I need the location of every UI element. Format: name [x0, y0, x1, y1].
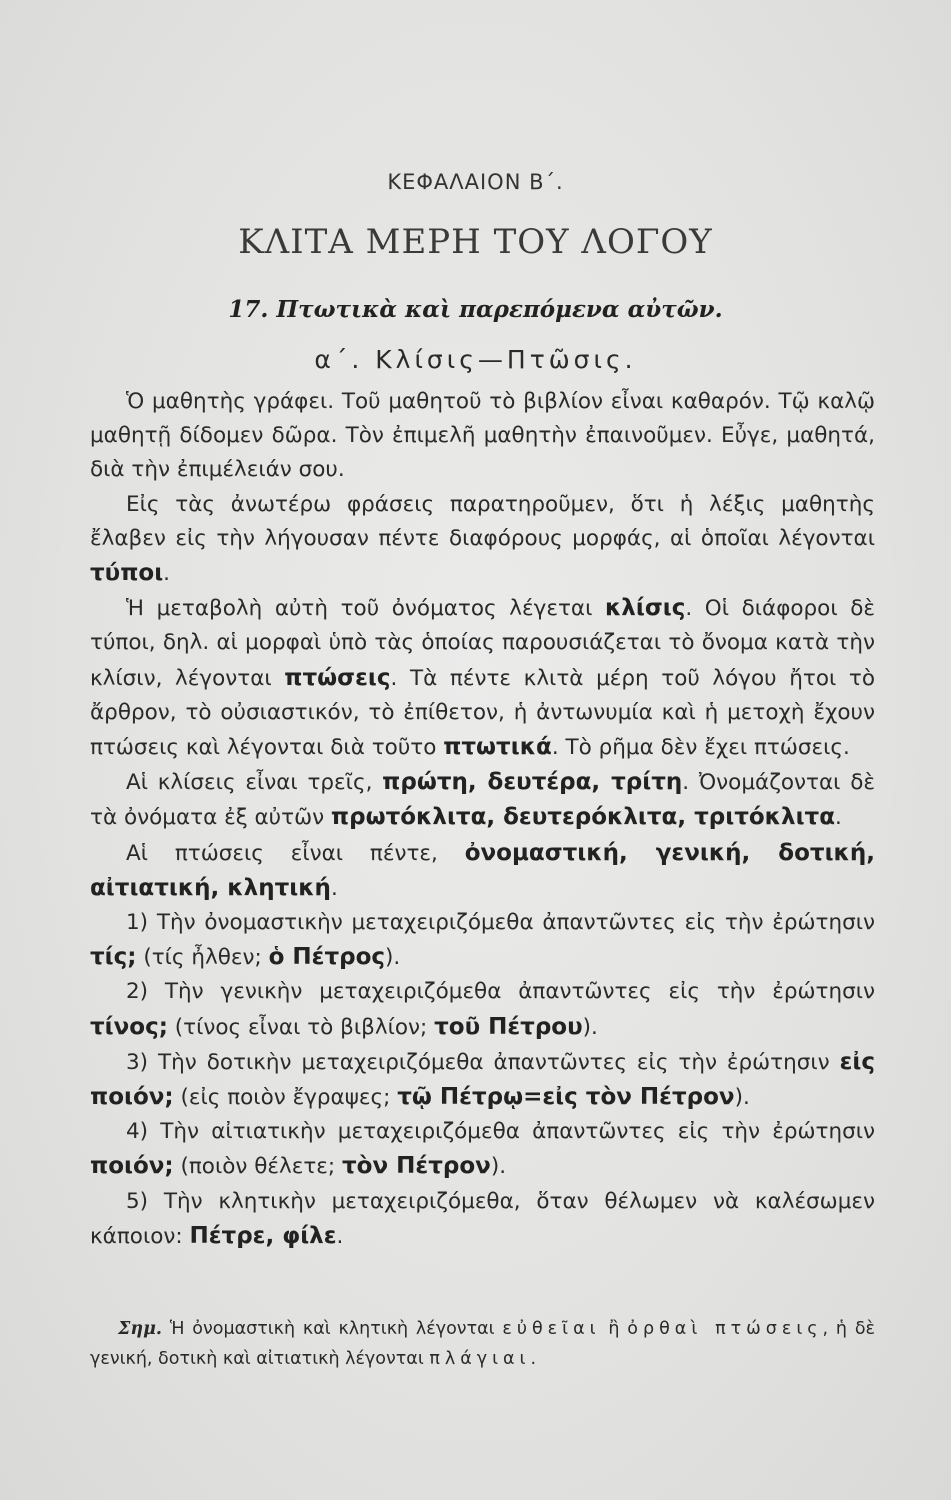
page-title: ΚΛΙΤΑ ΜΕΡΗ ΤΟΥ ΛΟΓΟΥ: [238, 222, 713, 262]
footnote-text: Σημ. Ἡ ὀνομαστικὴ καὶ κλητικὴ λέγονται εὐθεῖαι ἢ ὀρθαὶ πτώσεις, ἡ δὲ γενική, δοτικὴ καὶ αἰτιατικὴ λέγονται πλάγιαι.: [90, 1319, 876, 1369]
paragraph-declension: Ἡ μεταβολὴ αὐτὴ τοῦ ὀνόματος λέγεται κλίσις. Οἱ διάφοροι δὲ τύποι, δηλ. αἱ μορφαὶ ὑπὸ τὰς ὁποίας παρουσιάζεται τὸ ὄνομα κατὰ τὴν κλίσιν, λέγονται πτώσεις. Τὰ πέντε κλιτὰ μέρη τοῦ λόγου ἤτοι τὸ ἄρθρον, τὸ οὐσιαστικόν, τὸ ἐπίθετον, ἡ ἀντωνυμία καὶ ἡ μετοχὴ ἔχουν πτώσεις καὶ λέγονται διὰ τοῦτο πτωτικά. Τὸ ρῆμα δὲν ἔχει πτώσεις.: [90, 595, 875, 761]
paragraph-types: Εἰς τὰς ἀνωτέρω φράσεις παρατηροῦμεν, ὅτι ἡ λέξις μαθητὴς ἔλαβεν εἰς τὴν λήγουσαν πέντε διαφόρους μορφάς, αἱ ὁποῖαι λέγονται τύποι.: [90, 491, 875, 587]
paragraph-declensions-count: Αἱ κλίσεις εἶναι τρεῖς, πρώτη, δευτέρα, τρίτη. Ὀνομάζονται δὲ τὰ ὀνόματα ἐξ αὐτῶν πρωτόκλιτα, δευτερόκλιτα, τριτόκλιτα.: [90, 769, 875, 831]
chapter-label: ΚΕΦΑΛΑΙΟΝ Β΄.: [387, 170, 564, 194]
paragraph-examples: Ὁ μαθητὴς γράφει. Τοῦ μαθητοῦ τὸ βιβλίον εἶναι καθαρόν. Τῷ καλῷ μαθητῇ δίδομεν δῶρα. Τὸν ἐπιμελῆ μαθητὴν ἐπαινοῦμεν. Εὖγε, μαθητά, διὰ τὴν ἐπιμέλειάν σου.: [90, 389, 875, 483]
section-heading: 17. Πτωτικὰ καὶ παρεπόμενα αὐτῶν.: [228, 296, 723, 323]
case-item-nominative: 1) Τὴν ὀνομαστικὴν μεταχειριζόμεθα ἀπαντῶντες εἰς τὴν ἐρώτησιν τίς; (τίς ἦλθεν; ὁ Πέτρος).: [90, 910, 875, 971]
paragraph-cases-count: Αἱ πτώσεις εἶναι πέντε, ὀνομαστική, γενική, δοτική, αἰτιατική, κλητική.: [90, 839, 875, 901]
note-abbreviation: Σημ.: [118, 1319, 162, 1339]
subsection-heading: α΄. Κλίσις—Πτῶσις.: [314, 345, 637, 374]
case-item-accusative: 4) Τὴν αἰτιατικὴν μεταχειριζόμεθα ἀπαντῶντες εἰς τὴν ἐρώτησιν ποιόν; (ποιὸν θέλετε; τὸν Πέτρον).: [90, 1119, 875, 1180]
footnote: [90, 1314, 875, 1374]
body-text: [90, 385, 875, 1254]
case-item-vocative: 5) Τὴν κλητικὴν μεταχειριζόμεθα, ὅταν θέλωμεν νὰ καλέσωμεν κάποιον: Πέτρε, φίλε.: [90, 1188, 875, 1249]
case-item-dative: 3) Τὴν δοτικὴν μεταχειριζόμεθα ἀπαντῶντες εἰς τὴν ἐρώτησιν εἰς ποιόν; (εἰς ποιὸν ἔγραψες; τῷ Πέτρῳ=εἰς τὸν Πέτρον).: [90, 1048, 875, 1111]
case-item-genitive: 2) Τὴν γενικὴν μεταχειριζόμεθα ἀπαντῶντες εἰς τὴν ἐρώτησιν τίνος; (τίνος εἶναι τὸ βιβλίον; τοῦ Πέτρου).: [90, 979, 875, 1040]
